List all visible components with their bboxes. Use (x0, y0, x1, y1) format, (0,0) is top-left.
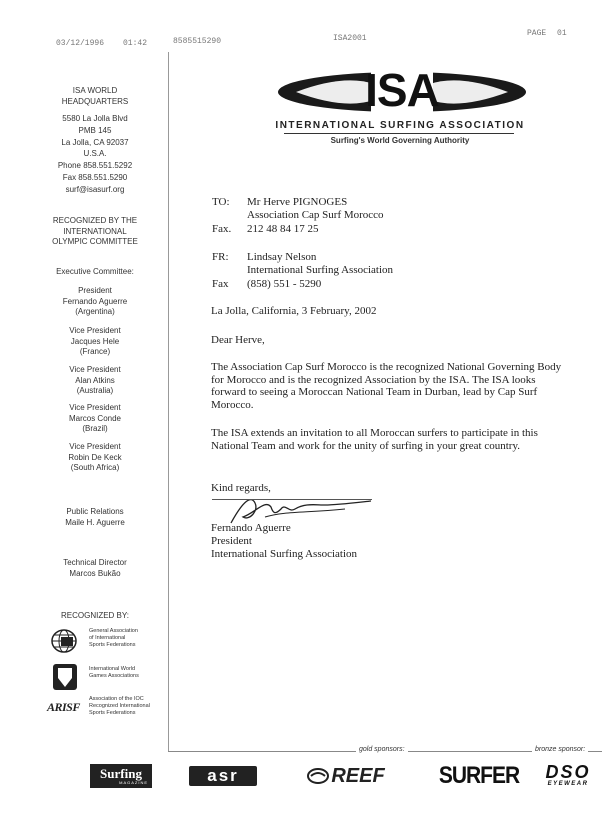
officer-name: Jacques Hele (70, 336, 120, 346)
public-relations (20, 507, 170, 528)
org-line: Games Associations (89, 673, 139, 679)
address-line: La Jolla, CA 92037 (61, 137, 129, 147)
gaisf-text (89, 628, 138, 649)
org-line: International World (89, 666, 136, 672)
iwga-emblem-icon (52, 663, 78, 691)
iwga-text (89, 666, 139, 680)
officer-vp-4 (20, 442, 170, 474)
fax-date: 03/12/1996 (56, 39, 105, 48)
fr-fax: (858) 551 - 5290 (247, 278, 322, 290)
fax-page-label: PAGE (527, 29, 547, 38)
officer-role: President (78, 286, 112, 295)
isa-logo-text: ISA (365, 64, 439, 116)
org-line: Association of the IOC (89, 696, 144, 702)
officer-vp-1 (20, 326, 170, 358)
address-line: surf@isasurf.org (65, 184, 125, 194)
technical-director (20, 558, 170, 579)
org-underline (284, 133, 514, 134)
address-line: Fax 858.551.5290 (62, 172, 128, 182)
fax-time: 01:42 (123, 39, 148, 48)
fr-org: International Surfing Association (247, 264, 394, 276)
ioc-recognition (20, 216, 170, 248)
recognized-by-title: RECOGNIZED BY: (60, 611, 129, 620)
place-date: La Jolla, California, 3 February, 2002 (211, 305, 377, 317)
officer-role: Vice President (69, 403, 121, 412)
org-tagline: Surfing's World Governing Authority (330, 136, 470, 145)
asr-logo-text: asr (207, 766, 239, 785)
officer-country: (Argentina) (75, 307, 115, 316)
hq-title-2: HEADQUARTERS (61, 96, 129, 106)
signature-line (212, 499, 372, 500)
sponsor-asr (189, 766, 257, 786)
to-fax-label: Fax. (212, 223, 232, 235)
officer-country: (France) (79, 347, 111, 356)
officer-president (20, 286, 170, 318)
officer-vp-2 (20, 365, 170, 397)
officer-role: Vice President (69, 365, 121, 374)
ioc-line: RECOGNIZED BY THE (52, 216, 138, 225)
to-label: TO: (212, 196, 230, 208)
org-line: General Association (89, 628, 138, 634)
dso-logo-text: DSO (545, 762, 591, 782)
pr-name: Maile H. Aguerre (65, 517, 125, 527)
signer-org: International Surfing Association (211, 548, 358, 560)
sponsor-surfing-magazine (90, 764, 152, 788)
gaisf-globe-icon (50, 628, 78, 654)
officer-role: Vice President (69, 442, 121, 451)
officer-name: Alan Atkins (75, 375, 115, 385)
fax-page (527, 29, 567, 38)
org-name: INTERNATIONAL SURFING ASSOCIATION (275, 120, 525, 131)
address-line: PMB 145 (78, 125, 112, 135)
address-line: 5580 La Jolla Blvd (62, 114, 128, 123)
org-line: of International (89, 635, 126, 641)
sidebar-divider (168, 52, 169, 752)
to-fax: 212 48 84 17 25 (247, 223, 319, 235)
org-line: Sports Federations (89, 710, 136, 716)
to-org: Association Cap Surf Morocco (247, 209, 384, 221)
fr-label: FR: (212, 251, 229, 263)
paragraph-2: The ISA extends an invitation to all Moroccan surfers to participate in this National Team and work for the unity of surfing in your great country. (211, 427, 538, 452)
arisf-text (89, 696, 150, 717)
greeting: Dear Herve, (211, 334, 265, 346)
address-line: Phone 858.551.5292 (57, 161, 133, 171)
officer-name: Marcos Conde (68, 413, 122, 423)
gold-sponsors-label: gold sponsors: (356, 746, 408, 753)
exec-committee-title: Executive Committee: (56, 267, 134, 276)
org-line: Recognized International (89, 703, 150, 709)
sponsor-surfer (438, 764, 520, 788)
ioc-line: OLYMPIC COMMITTEE (52, 237, 138, 246)
hq-title-1: ISA WORLD (72, 86, 118, 95)
officer-vp-3 (20, 403, 170, 435)
address-block (20, 113, 170, 196)
bronze-sponsor-label: bronze sponsor: (532, 746, 588, 753)
to-name: Mr Herve PIGNOGES (247, 196, 348, 208)
tech-role: Technical Director (63, 558, 127, 567)
closing: Kind regards, (211, 482, 271, 494)
officer-country: (Australia) (76, 386, 114, 395)
hq-block (20, 86, 170, 107)
fax-phone: 8585515290 (173, 37, 222, 46)
org-line: Sports Federations (89, 642, 136, 648)
pr-role: Public Relations (66, 507, 124, 516)
fr-name: Lindsay Nelson (247, 251, 317, 263)
signer-title: President (211, 535, 252, 547)
officer-country: (Brazil) (82, 424, 108, 433)
fr-fax-label: Fax (212, 278, 229, 290)
surfing-logo-text: Surfing (100, 766, 142, 781)
surfer-logo-text: SURFER (438, 762, 520, 789)
arisf-logo: ARISF (47, 700, 80, 714)
officer-name: Fernando Aguerre (62, 296, 128, 306)
ioc-line: INTERNATIONAL (63, 226, 127, 236)
paragraph-1: The Association Cap Surf Morocco is the recognized National Governing Body for Morocco and is the recognized Association by the ISA. The ISA looks forward to seeing a Moroccan National Team in Durban, lead by Cap Surf Morocco. (211, 361, 562, 411)
officer-role: Vice President (69, 326, 121, 335)
tech-name: Marcos Bukão (69, 568, 121, 578)
fax-sender: ISA2001 (333, 34, 367, 43)
reef-logo-text: REEF (331, 764, 385, 787)
dso-logo-sub: EYEWEAR (547, 781, 589, 787)
officer-name: Robin De Keck (68, 452, 122, 462)
sponsor-reef (294, 764, 398, 788)
fax-page-number: 01 (557, 29, 567, 38)
signer-name: Fernando Aguerre (211, 522, 291, 534)
sponsor-dso-eyewear (530, 764, 606, 788)
officer-country: (South Africa) (70, 463, 120, 472)
reef-swirl-icon (307, 768, 329, 784)
address-line: U.S.A. (83, 149, 107, 159)
surfing-logo-sub: MAGAZINE (119, 780, 148, 785)
